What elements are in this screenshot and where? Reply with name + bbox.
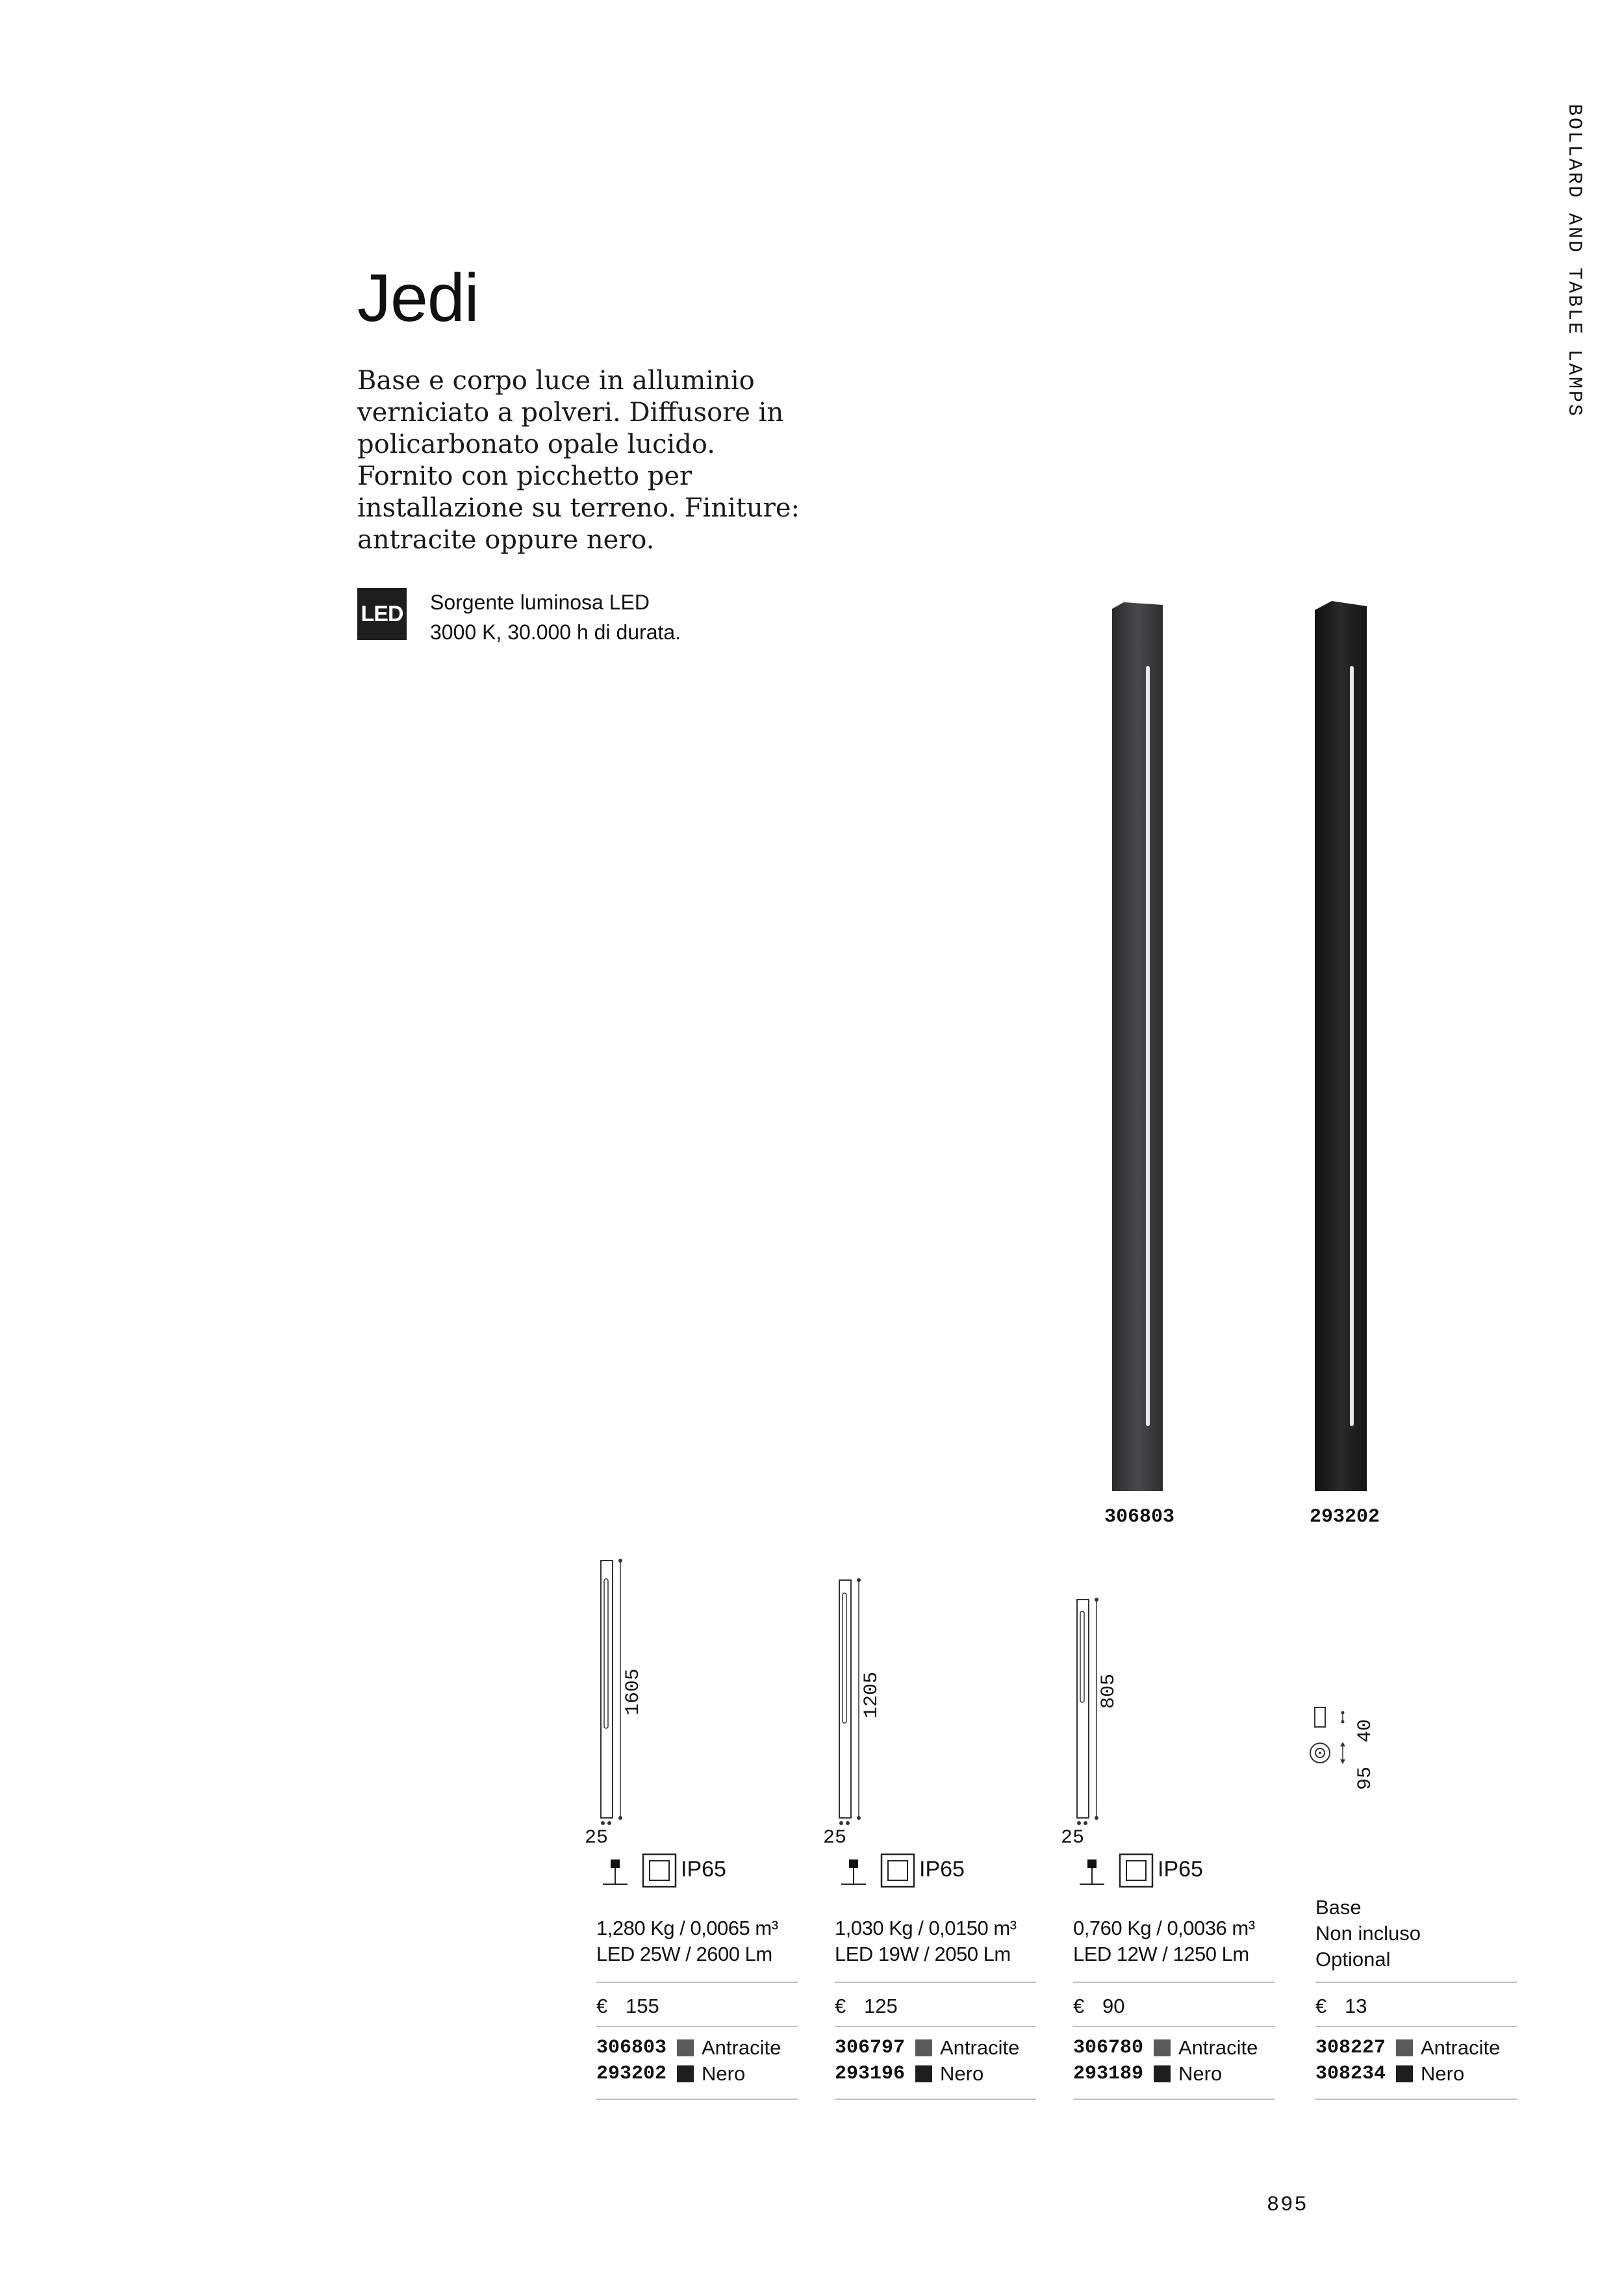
currency-symbol: € bbox=[835, 1995, 846, 2017]
variant-code: 308234 bbox=[1315, 2063, 1386, 2085]
product-column-1 bbox=[596, 1852, 798, 2085]
variant-code: 293196 bbox=[835, 2063, 906, 2085]
swatch-antracite bbox=[1154, 2039, 1171, 2056]
variant-row bbox=[835, 2035, 1019, 2061]
ip-rating: IP65 bbox=[681, 1857, 726, 1882]
lamp-photo-nero bbox=[1310, 601, 1375, 1498]
weight-volume bbox=[835, 1915, 1017, 1967]
base-description bbox=[1315, 1895, 1421, 1973]
bollard-and-ip-icon bbox=[596, 1852, 681, 1891]
page-number: 895 bbox=[1267, 2193, 1308, 2217]
product-column-2 bbox=[835, 1852, 1036, 2085]
swatch-antracite bbox=[1396, 2039, 1413, 2056]
variant-row bbox=[1315, 2035, 1500, 2061]
base-line3: Optional bbox=[1315, 1948, 1391, 1971]
swatch-antracite bbox=[677, 2039, 694, 2056]
weight-text: 1,030 Kg / 0,0150 m³ bbox=[835, 1917, 1017, 1939]
ip-rating: IP65 bbox=[1158, 1857, 1203, 1882]
variant-row bbox=[1315, 2061, 1500, 2087]
bollard-and-ip-icon bbox=[1073, 1852, 1158, 1891]
variant-code: 308227 bbox=[1315, 2037, 1386, 2059]
variant-code: 306797 bbox=[835, 2037, 906, 2059]
variant-finish: Nero bbox=[940, 2062, 984, 2085]
ip-rating: IP65 bbox=[919, 1857, 965, 1882]
swatch-nero bbox=[1396, 2065, 1413, 2082]
price bbox=[1315, 1995, 1367, 2018]
dimension-drawing-805 bbox=[1064, 1592, 1110, 1826]
icons-row bbox=[596, 1852, 798, 1891]
variant-finish: Nero bbox=[1421, 2062, 1465, 2085]
width-label-1: 25 bbox=[585, 1827, 609, 1849]
photo-code-antracite: 306803 bbox=[1104, 1506, 1175, 1528]
variant-finish: Antracite bbox=[1178, 2036, 1258, 2059]
divider bbox=[835, 2099, 1036, 2100]
weight-volume bbox=[596, 1915, 778, 1967]
led-info bbox=[430, 587, 681, 647]
height-label-2: 1205 bbox=[861, 1671, 883, 1718]
price bbox=[1073, 1995, 1124, 2018]
power-text: LED 19W / 2050 Lm bbox=[835, 1943, 1011, 1965]
price-value: 13 bbox=[1345, 1995, 1367, 2017]
variant-code: 293202 bbox=[596, 2063, 667, 2085]
divider bbox=[835, 1982, 1036, 1983]
base-dim-bottom-label: 95 bbox=[1354, 1766, 1377, 1790]
variant-finish: Antracite bbox=[940, 2036, 1020, 2059]
weight-text: 0,760 Kg / 0,0036 m³ bbox=[1073, 1917, 1255, 1939]
height-label-1: 1605 bbox=[622, 1668, 644, 1715]
divider bbox=[1315, 1982, 1517, 1983]
variant-row bbox=[835, 2061, 1019, 2087]
divider bbox=[1315, 2026, 1517, 2027]
variant-code: 306803 bbox=[596, 2037, 667, 2059]
icons-row bbox=[1073, 1852, 1275, 1891]
variant-row bbox=[596, 2035, 781, 2061]
price-value: 90 bbox=[1102, 1995, 1125, 2017]
price-value: 125 bbox=[864, 1995, 898, 2017]
section-side-label: BOLLARD AND TABLE LAMPS bbox=[1563, 104, 1585, 418]
photo-code-nero: 293202 bbox=[1310, 1506, 1380, 1528]
base-line1: Base bbox=[1315, 1896, 1362, 1919]
variant-code: 306780 bbox=[1073, 2037, 1144, 2059]
bollard-and-ip-icon bbox=[835, 1852, 919, 1891]
height-label-3: 805 bbox=[1098, 1673, 1120, 1709]
weight-text: 1,280 Kg / 0,0065 m³ bbox=[596, 1917, 778, 1939]
swatch-nero bbox=[1154, 2065, 1171, 2082]
variant-code: 293189 bbox=[1073, 2063, 1144, 2085]
base-dim-top-label: 40 bbox=[1354, 1718, 1377, 1743]
divider bbox=[1315, 2099, 1517, 2100]
price bbox=[596, 1995, 659, 2018]
power-text: LED 12W / 1250 Lm bbox=[1073, 1943, 1249, 1965]
swatch-nero bbox=[677, 2065, 694, 2082]
divider bbox=[1073, 1982, 1275, 1983]
swatch-nero bbox=[915, 2065, 932, 2082]
product-title: Jedi bbox=[357, 261, 479, 336]
swatch-antracite bbox=[915, 2039, 932, 2056]
variant-list bbox=[835, 2035, 1019, 2087]
variant-list bbox=[596, 2035, 781, 2087]
base-line2: Non incluso bbox=[1315, 1922, 1421, 1945]
divider bbox=[596, 1982, 798, 1983]
led-badge-icon: LED bbox=[357, 588, 407, 640]
variant-list bbox=[1073, 2035, 1258, 2087]
variant-finish: Antracite bbox=[702, 2036, 781, 2059]
variant-finish: Antracite bbox=[1421, 2036, 1501, 2059]
lamp-photo-antracite bbox=[1104, 601, 1169, 1498]
width-label-2: 25 bbox=[823, 1827, 847, 1849]
divider bbox=[596, 2026, 798, 2027]
variant-finish: Nero bbox=[702, 2062, 746, 2085]
variant-row bbox=[1073, 2061, 1258, 2087]
product-description: Base e corpo luce in alluminio verniciato a polveri. Diffusore in policarbonato opale lucido. Fornito con picchetto per installazione su terreno. Finiture: antracite oppure nero. bbox=[357, 366, 800, 555]
variant-list bbox=[1315, 2035, 1500, 2087]
currency-symbol: € bbox=[1073, 1995, 1085, 2017]
divider bbox=[596, 2099, 798, 2100]
led-info-line2: 3000 K, 30.000 h di durata. bbox=[430, 620, 681, 644]
variant-row bbox=[596, 2061, 781, 2087]
divider bbox=[1073, 2026, 1275, 2027]
weight-volume bbox=[1073, 1915, 1255, 1967]
led-info-line1: Sorgente luminosa LED bbox=[430, 591, 650, 614]
variant-row bbox=[1073, 2035, 1258, 2061]
product-column-3 bbox=[1073, 1852, 1275, 2085]
price bbox=[835, 1995, 898, 2018]
currency-symbol: € bbox=[1315, 1995, 1327, 2017]
variant-finish: Nero bbox=[1178, 2062, 1223, 2085]
currency-symbol: € bbox=[596, 1995, 608, 2017]
icons-row bbox=[835, 1852, 1036, 1891]
width-label-3: 25 bbox=[1061, 1827, 1085, 1849]
divider bbox=[835, 2026, 1036, 2027]
power-text: LED 25W / 2600 Lm bbox=[596, 1943, 772, 1965]
price-value: 155 bbox=[626, 1995, 659, 2017]
divider bbox=[1073, 2099, 1275, 2100]
